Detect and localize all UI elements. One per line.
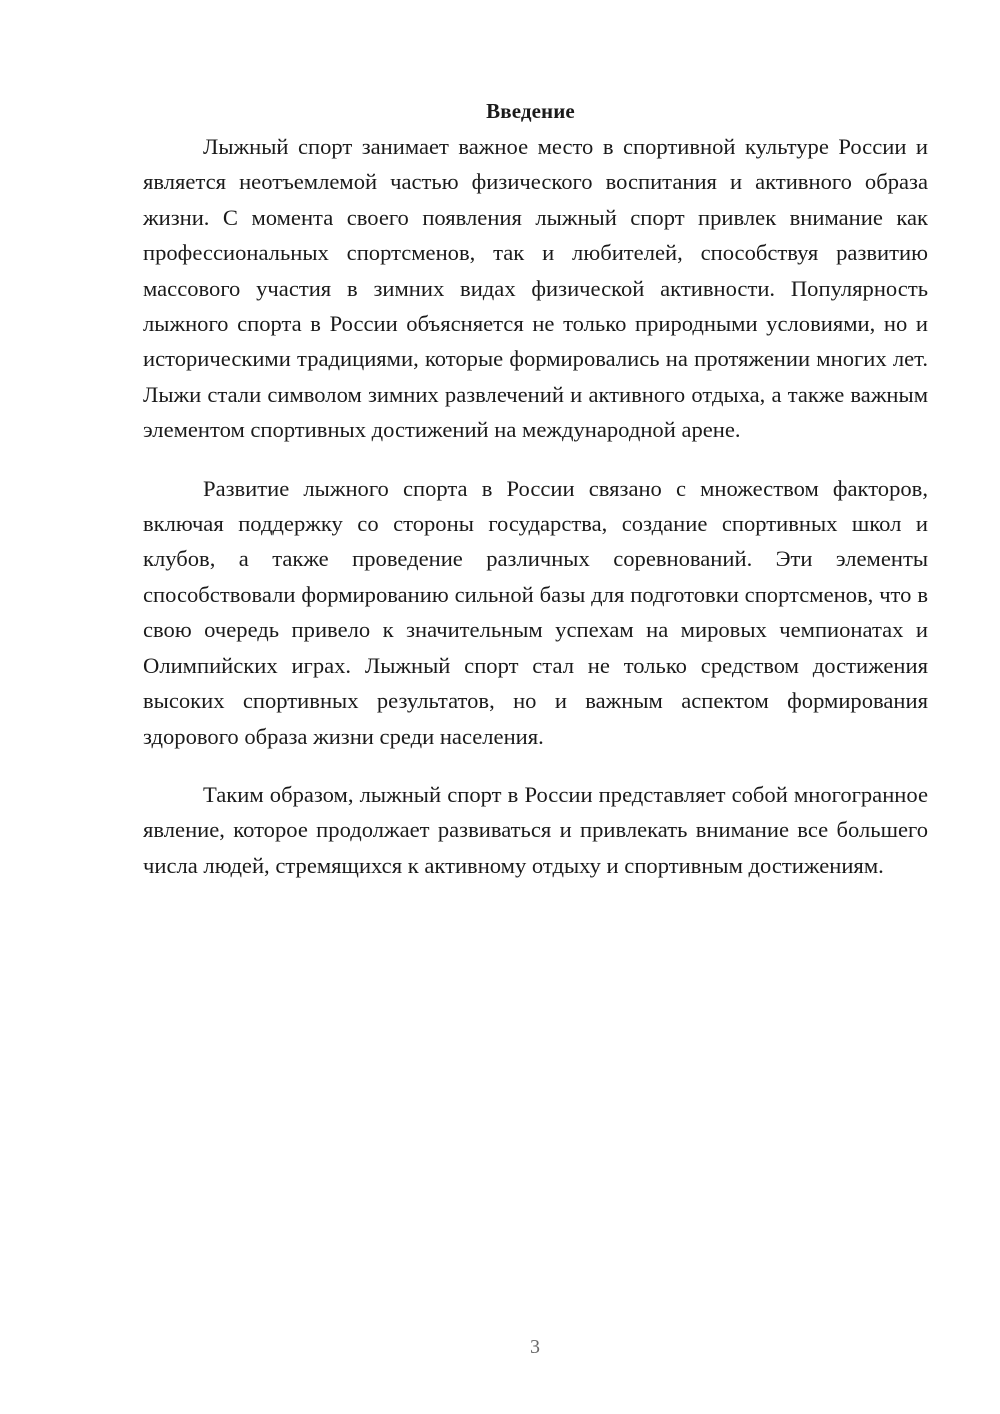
paragraph-3: Таким образом, лыжный спорт в России представляет собой многогранное явление, которое продолжает развиваться и привлекать внимание все большего числа людей, стремящихся к активному отдыху и спортивным достижениям. [143,781,928,878]
paragraph-2: Развитие лыжного спорта в России связано с множеством факторов, включая поддержку со стороны государства, создание спортивных школ и клубов, а также проведение различных соревнований. Эти элементы способствовали формированию сильной базы для подготовки спортсменов, что в свою очередь привело к значительным успехам на мировых чемпионатах и Олимпийских играх. Лыжный спорт стал не только средством достижения высоких спортивных результатов, но и важным аспектом формирования здорового образа жизни среди населения. [143,475,928,749]
page-content [143,96,928,883]
page-number: 3 [530,1336,540,1358]
paragraph-1: Лыжный спорт занимает важное место в спортивной культуре России и является неотъемлемой частью физического воспитания и активного образа жизни. С момента своего появления лыжный спорт привлек внимание как профессиональных спортсменов, так и любителей, способствуя развитию массового участия в зимних видах физической активности. Популярность лыжного спорта в России объясняется не только природными условиями, но и историческими традициями, которые формировались на протяжении многих лет. Лыжи стали символом зимних развлечений и активного отдыха, а также важным элементом спортивных достижений на международной арене. [143,134,928,443]
section-heading: Введение [486,99,575,123]
